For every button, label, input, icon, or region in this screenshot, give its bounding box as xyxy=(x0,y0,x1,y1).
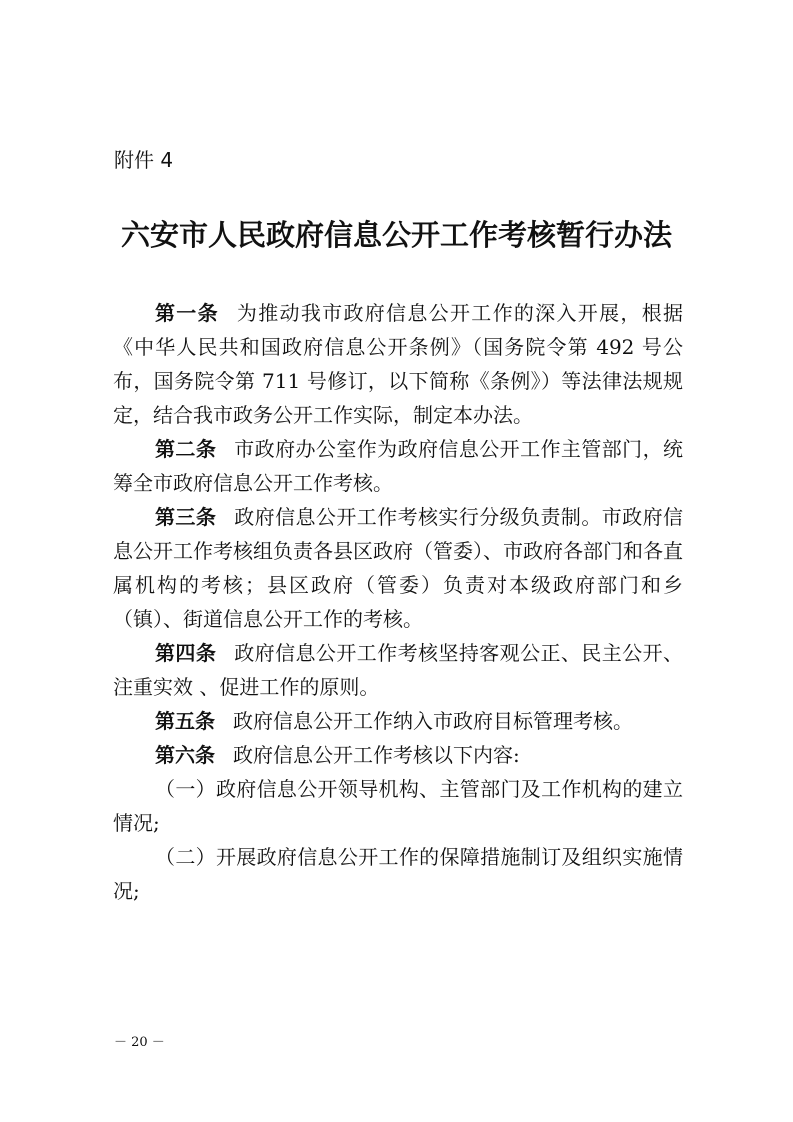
document-body xyxy=(113,296,683,908)
article-3 xyxy=(113,500,683,636)
article-text: 政府信息公开工作考核坚持客观公正、民主公开、注重实效 、促进工作的原则。 xyxy=(113,641,683,699)
page-number: － 20 － xyxy=(114,1035,165,1050)
item-text: （一）政府信息公开领导机构、主管部门及工作机构的建立情况; xyxy=(113,777,683,835)
article-1 xyxy=(113,296,683,432)
article-heading: 第六条 xyxy=(155,743,215,767)
article-heading: 第一条 xyxy=(155,301,219,325)
article-2 xyxy=(113,432,683,500)
article-heading: 第四条 xyxy=(155,641,217,665)
article-4 xyxy=(113,636,683,704)
article-text: 政府信息公开工作纳入市政府目标管理考核。 xyxy=(233,709,633,733)
article-text: 政府信息公开工作考核实行分级负责制。市政府信息公开工作考核组负责各县区政府（管委）、市政府各部门和各直属机构的考核；县区政府（管委）负责对本级政府部门和乡（镇）、街道信息公开工作的考核。 xyxy=(113,505,683,631)
article-heading: 第五条 xyxy=(155,709,215,733)
article-5 xyxy=(113,704,683,738)
item-2 xyxy=(113,840,683,908)
attachment-label: 附件 4 xyxy=(114,148,174,172)
item-1 xyxy=(113,772,683,840)
document-title: 六安市人民政府信息公开工作考核暂行办法 xyxy=(120,218,672,252)
article-heading: 第二条 xyxy=(155,437,217,461)
article-text: 政府信息公开工作考核以下内容: xyxy=(233,743,520,767)
article-6 xyxy=(113,738,683,772)
item-text: （二）开展政府信息公开工作的保障措施制订及组织实施情况; xyxy=(113,845,683,903)
article-heading: 第三条 xyxy=(155,505,217,529)
article-text: 市政府办公室作为政府信息公开工作主管部门，统筹全市政府信息公开工作考核。 xyxy=(113,437,683,495)
article-text: 为推动我市政府信息公开工作的深入开展，根据《中华人民共和国政府信息公开条例》（国务院令第 492 号公布，国务院令第 711 号修订，以下简称《条例》）等法律法规规定，结合我市政务公开工作实际，制定本办法。 xyxy=(113,301,684,427)
